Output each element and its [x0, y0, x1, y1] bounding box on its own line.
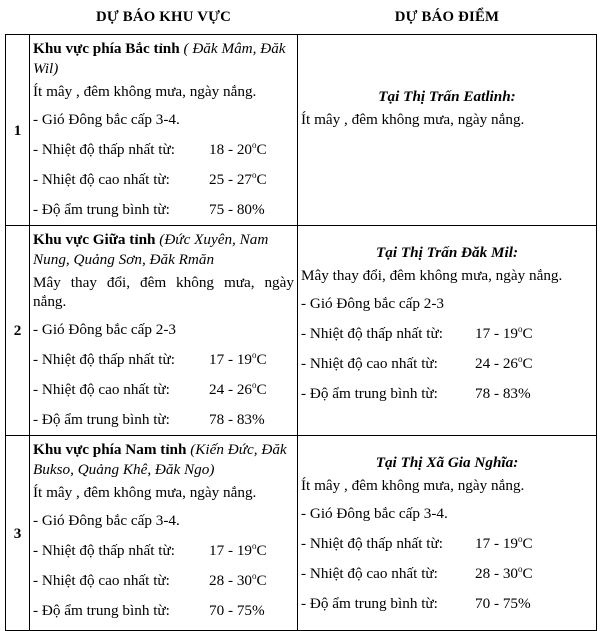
- humidity-label: - Độ ẩm trung bình từ:: [33, 602, 170, 619]
- header-region-forecast: DỰ BÁO KHU VỰC: [30, 0, 298, 35]
- region-min-temp: [33, 536, 294, 566]
- celsius-unit: C: [256, 572, 267, 589]
- celsius-unit: C: [256, 141, 267, 158]
- min-temp-label: - Nhiệt độ thấp nhất từ:: [301, 535, 443, 552]
- celsius-unit: C: [522, 535, 533, 552]
- point-forecast-cell: [298, 226, 597, 436]
- min-temp-value: 17 - 19: [209, 542, 253, 559]
- region-condition: Ít mây , đêm không mưa, ngày nắng.: [33, 484, 257, 501]
- max-temp-label: - Nhiệt độ cao nhất từ:: [33, 572, 170, 589]
- row-number: 3: [6, 436, 30, 631]
- region-title: [33, 39, 294, 79]
- min-temp-label: - Nhiệt độ thấp nhất từ:: [33, 351, 175, 368]
- max-temp-label: - Nhiệt độ cao nhất từ:: [33, 381, 170, 398]
- row-number: 2: [6, 226, 30, 436]
- region-max-temp: [33, 165, 294, 195]
- min-temp-value: 17 - 19: [209, 351, 253, 368]
- degree-mark: o: [518, 324, 523, 334]
- header-point-forecast: DỰ BÁO ĐIỂM: [298, 0, 597, 35]
- humidity-value: 78 - 83%: [475, 385, 531, 402]
- point-humidity: [301, 589, 593, 619]
- region-wind: - Gió Đông bắc cấp 3-4.: [33, 111, 180, 128]
- region-condition: Mây thay đổi, đêm không mưa, ngày nắng.: [33, 274, 294, 310]
- degree-mark: o: [518, 564, 523, 574]
- point-min-temp: [301, 529, 593, 559]
- degree-mark: o: [252, 380, 257, 390]
- point-condition: Ít mây , đêm không mưa, ngày nắng.: [301, 477, 525, 494]
- table-row: [6, 436, 597, 631]
- celsius-unit: C: [522, 325, 533, 342]
- table-row: [6, 35, 597, 226]
- region-name: Khu vực phía Bắc tỉnh: [33, 40, 180, 57]
- humidity-value: 70 - 75%: [209, 602, 265, 619]
- max-temp-label: - Nhiệt độ cao nhất từ:: [301, 565, 438, 582]
- point-location: Tại Thị Xã Gia Nghĩa:: [375, 454, 519, 471]
- min-temp-value: 18 - 20: [209, 141, 253, 158]
- region-title: [33, 440, 294, 480]
- celsius-unit: C: [522, 355, 533, 372]
- region-name: Khu vực phía Nam tỉnh: [33, 441, 187, 458]
- degree-mark: o: [252, 140, 257, 150]
- celsius-unit: C: [522, 565, 533, 582]
- region-wind: - Gió Đông bắc cấp 2-3: [33, 321, 176, 338]
- region-min-temp: [33, 135, 294, 165]
- point-max-temp: [301, 559, 593, 589]
- celsius-unit: C: [256, 171, 267, 188]
- humidity-value: 75 - 80%: [209, 201, 265, 218]
- header-blank: [6, 0, 30, 35]
- humidity-value: 70 - 75%: [475, 595, 531, 612]
- celsius-unit: C: [256, 542, 267, 559]
- min-temp-label: - Nhiệt độ thấp nhất từ:: [33, 141, 175, 158]
- degree-mark: o: [252, 541, 257, 551]
- humidity-label: - Độ ẩm trung bình từ:: [301, 385, 438, 402]
- degree-mark: o: [518, 354, 523, 364]
- max-temp-value: 28 - 30: [475, 565, 519, 582]
- region-forecast-cell: [30, 35, 298, 226]
- max-temp-value: 28 - 30: [209, 572, 253, 589]
- region-forecast-cell: [30, 226, 298, 436]
- celsius-unit: C: [256, 381, 267, 398]
- humidity-label: - Độ ẩm trung bình từ:: [33, 411, 170, 428]
- degree-mark: o: [252, 350, 257, 360]
- region-places: (Kiến Đức, Đăk Bukso, Quảng Khê, Đăk Ngo): [33, 441, 287, 478]
- point-max-temp: [301, 349, 593, 379]
- region-max-temp: [33, 375, 294, 405]
- point-location: Tại Thị Trấn Eatlinh:: [378, 88, 516, 105]
- max-temp-value: 25 - 27: [209, 171, 253, 188]
- region-humidity: [33, 405, 294, 435]
- humidity-label: - Độ ẩm trung bình từ:: [33, 201, 170, 218]
- point-location: Tại Thị Trấn Đăk Mil:: [375, 244, 519, 261]
- table-header: [6, 0, 597, 35]
- min-temp-label: - Nhiệt độ thấp nhất từ:: [33, 542, 175, 559]
- region-places: ( Đăk Mâm, Đăk Wil): [33, 40, 286, 77]
- region-places: (Đức Xuyên, Nam Nung, Quảng Sơn, Đăk Rmăn: [33, 231, 269, 268]
- point-wind: - Gió Đông bắc cấp 2-3: [301, 295, 444, 312]
- min-temp-value: 17 - 19: [475, 325, 519, 342]
- region-min-temp: [33, 345, 294, 375]
- max-temp-value: 24 - 26: [475, 355, 519, 372]
- row-number: 1: [6, 35, 30, 226]
- celsius-unit: C: [256, 351, 267, 368]
- region-title: [33, 230, 294, 270]
- min-temp-label: - Nhiệt độ thấp nhất từ:: [301, 325, 443, 342]
- max-temp-label: - Nhiệt độ cao nhất từ:: [33, 171, 170, 188]
- region-name: Khu vực Giữa tỉnh: [33, 231, 156, 248]
- point-wind: - Gió Đông bắc cấp 3-4.: [301, 505, 448, 522]
- max-temp-label: - Nhiệt độ cao nhất từ:: [301, 355, 438, 372]
- point-min-temp: [301, 319, 593, 349]
- point-forecast-cell: [298, 35, 597, 226]
- point-condition: Mây thay đổi, đêm không mưa, ngày nắng.: [301, 267, 563, 284]
- region-humidity: [33, 596, 294, 626]
- region-humidity: [33, 195, 294, 225]
- point-humidity: [301, 379, 593, 409]
- degree-mark: o: [252, 571, 257, 581]
- region-condition: Ít mây , đêm không mưa, ngày nắng.: [33, 83, 257, 100]
- max-temp-value: 24 - 26: [209, 381, 253, 398]
- region-max-temp: [33, 566, 294, 596]
- table-row: [6, 226, 597, 436]
- degree-mark: o: [252, 170, 257, 180]
- degree-mark: o: [518, 534, 523, 544]
- humidity-label: - Độ ẩm trung bình từ:: [301, 595, 438, 612]
- region-wind: - Gió Đông bắc cấp 3-4.: [33, 512, 180, 529]
- point-condition: Ít mây , đêm không mưa, ngày nắng.: [301, 111, 525, 128]
- humidity-value: 78 - 83%: [209, 411, 265, 428]
- forecast-table: [5, 0, 597, 631]
- point-forecast-cell: [298, 436, 597, 631]
- min-temp-value: 17 - 19: [475, 535, 519, 552]
- region-forecast-cell: [30, 436, 298, 631]
